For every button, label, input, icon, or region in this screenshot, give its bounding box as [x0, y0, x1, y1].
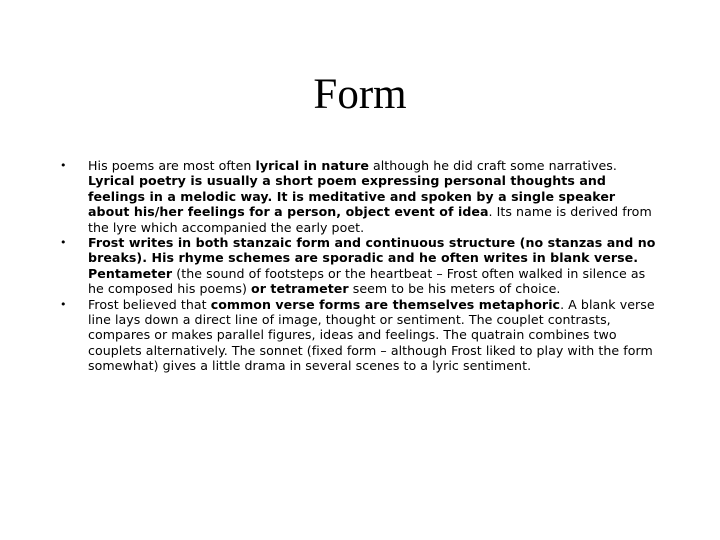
bullet-text-bold: or tetrameter	[251, 281, 349, 297]
bullet-text-bold: common verse forms are themselves metaphoric	[210, 296, 561, 312]
bullet-text: (the sound of footsteps or the heartbeat – Frost often walked in silence as he composed his poems)	[88, 265, 646, 297]
bullet-dot: •	[60, 159, 67, 172]
bullet-list	[60, 158, 660, 374]
bullet-text-bold: Frost writes in both stanzaic form and continuous structure (no stanzas and no breaks). His rhyme schemes are sporadic and he often writes in blank verse. Pentameter	[88, 235, 656, 281]
bullet-text-bold: lyrical in nature	[255, 158, 369, 173]
bullet-text: His poems are most often	[88, 158, 256, 173]
bullet-text: although he did craft some narratives.	[368, 158, 617, 173]
bullet-item	[60, 158, 660, 235]
bullet-dot: •	[60, 297, 67, 311]
bullet-item	[60, 235, 660, 297]
bullet-text: . Its name is derived from the lyre which accompanied the early poet.	[88, 204, 652, 235]
bullet-text: . A blank verse line lays down a direct line of image, thought or sentiment. The couplet contrasts, compares or makes parallel figures, ideas and feelings. The quatrain combines two couplets alternatively. The sonnet (fixed form – although Frost liked to play with the form somewhat) gives a little drama in several scenes to a lyric sentiment.	[88, 296, 655, 374]
bullet-text: seem to be his meters of choice.	[348, 281, 561, 297]
bullet-text-bold: Lyrical poetry is usually a short poem expressing personal thoughts and feelings in a melodic way. It is meditative and spoken by a single speaker about his/her feelings for a person, object event of idea	[88, 173, 616, 220]
bullet-item	[60, 297, 660, 374]
bullet-text: Frost believed that	[88, 296, 211, 312]
bullet-dot: •	[60, 236, 67, 250]
slide-title: Form	[313, 71, 407, 118]
